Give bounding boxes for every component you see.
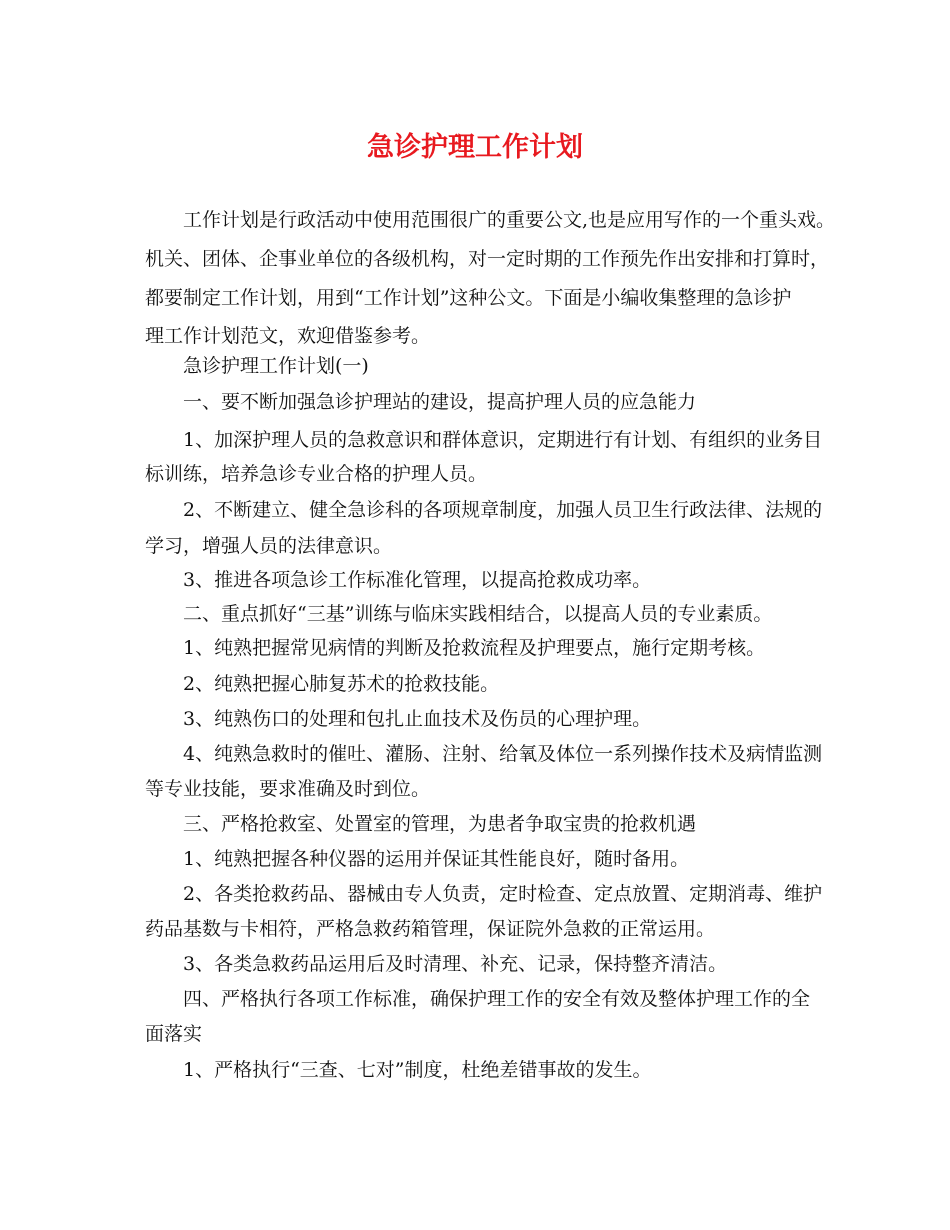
paragraph-line: 1、加深护理人员的急救意识和群体意识，定期进行有计划、有组织的业务目 bbox=[183, 429, 823, 451]
paragraph-line: 理工作计划范文，欢迎借鉴参考。 bbox=[145, 325, 431, 347]
paragraph-line: 都要制定工作计划，用到“工作计划”这种公文。下面是小编收集整理的急诊护 bbox=[145, 287, 792, 309]
section-heading: 一、要不断加强急诊护理站的建设，提高护理人员的应急能力 bbox=[183, 391, 697, 413]
section-heading: 四、严格执行各项工作标准，确保护理工作的安全有效及整体护理工作的全 bbox=[183, 988, 811, 1010]
paragraph-line: 2、不断建立、健全急诊科的各项规章制度，加强人员卫生行政法律、法规的 bbox=[183, 499, 823, 521]
section-heading: 三、严格抢救室、处置室的管理，为患者争取宝贵的抢救机遇 bbox=[183, 813, 697, 835]
paragraph-line: 4、纯熟急救时的催吐、灌肠、注射、给氧及体位一系列操作技术及病情监测 bbox=[183, 743, 823, 765]
paragraph-line: 药品基数与卡相符，严格急救药箱管理，保证院外急救的正常运用。 bbox=[145, 918, 716, 940]
paragraph-line: 面落实 bbox=[145, 1023, 203, 1045]
paragraph-line: 1、纯熟把握各种仪器的运用并保证其性能良好，随时备用。 bbox=[183, 848, 690, 870]
document-title: 急诊护理工作计划 bbox=[367, 132, 583, 163]
section-heading: 急诊护理工作计划(一) bbox=[183, 355, 369, 377]
paragraph-line: 3、纯熟伤口的处理和包扎止血技术及伤员的心理护理。 bbox=[183, 708, 652, 730]
section-heading: 二、重点抓好“三基”训练与临床实践相结合，以提高人员的专业素质。 bbox=[183, 603, 773, 625]
paragraph-line: 2、各类抢救药品、器械由专人负责，定时检查、定点放置、定期消毒、维护 bbox=[183, 883, 823, 905]
paragraph-line: 1、纯熟把握常见病情的判断及抢救流程及护理要点，施行定期考核。 bbox=[183, 637, 766, 659]
paragraph-line: 1、严格执行“三查、七对”制度，杜绝差错事故的发生。 bbox=[183, 1059, 652, 1081]
paragraph-line: 3、推进各项急诊工作标准化管理，以提高抢救成功率。 bbox=[183, 569, 652, 591]
paragraph-line: 标训练，培养急诊专业合格的护理人员。 bbox=[145, 463, 488, 485]
paragraph-line: 学习，增强人员的法律意识。 bbox=[145, 535, 393, 557]
paragraph-line: 工作计划是行政活动中使用范围很广的重要公文,也是应用写作的一个重头戏。 bbox=[183, 209, 836, 231]
paragraph-line: 等专业技能，要求准确及时到位。 bbox=[145, 778, 431, 800]
paragraph-line: 3、各类急救药品运用后及时清理、补充、记录，保持整齐清洁。 bbox=[183, 953, 728, 975]
paragraph-line: 机关、团体、企事业单位的各级机构，对一定时期的工作预先作出安排和打算时， bbox=[145, 248, 830, 270]
paragraph-line: 2、纯熟把握心肺复苏术的抢救技能。 bbox=[183, 673, 500, 695]
